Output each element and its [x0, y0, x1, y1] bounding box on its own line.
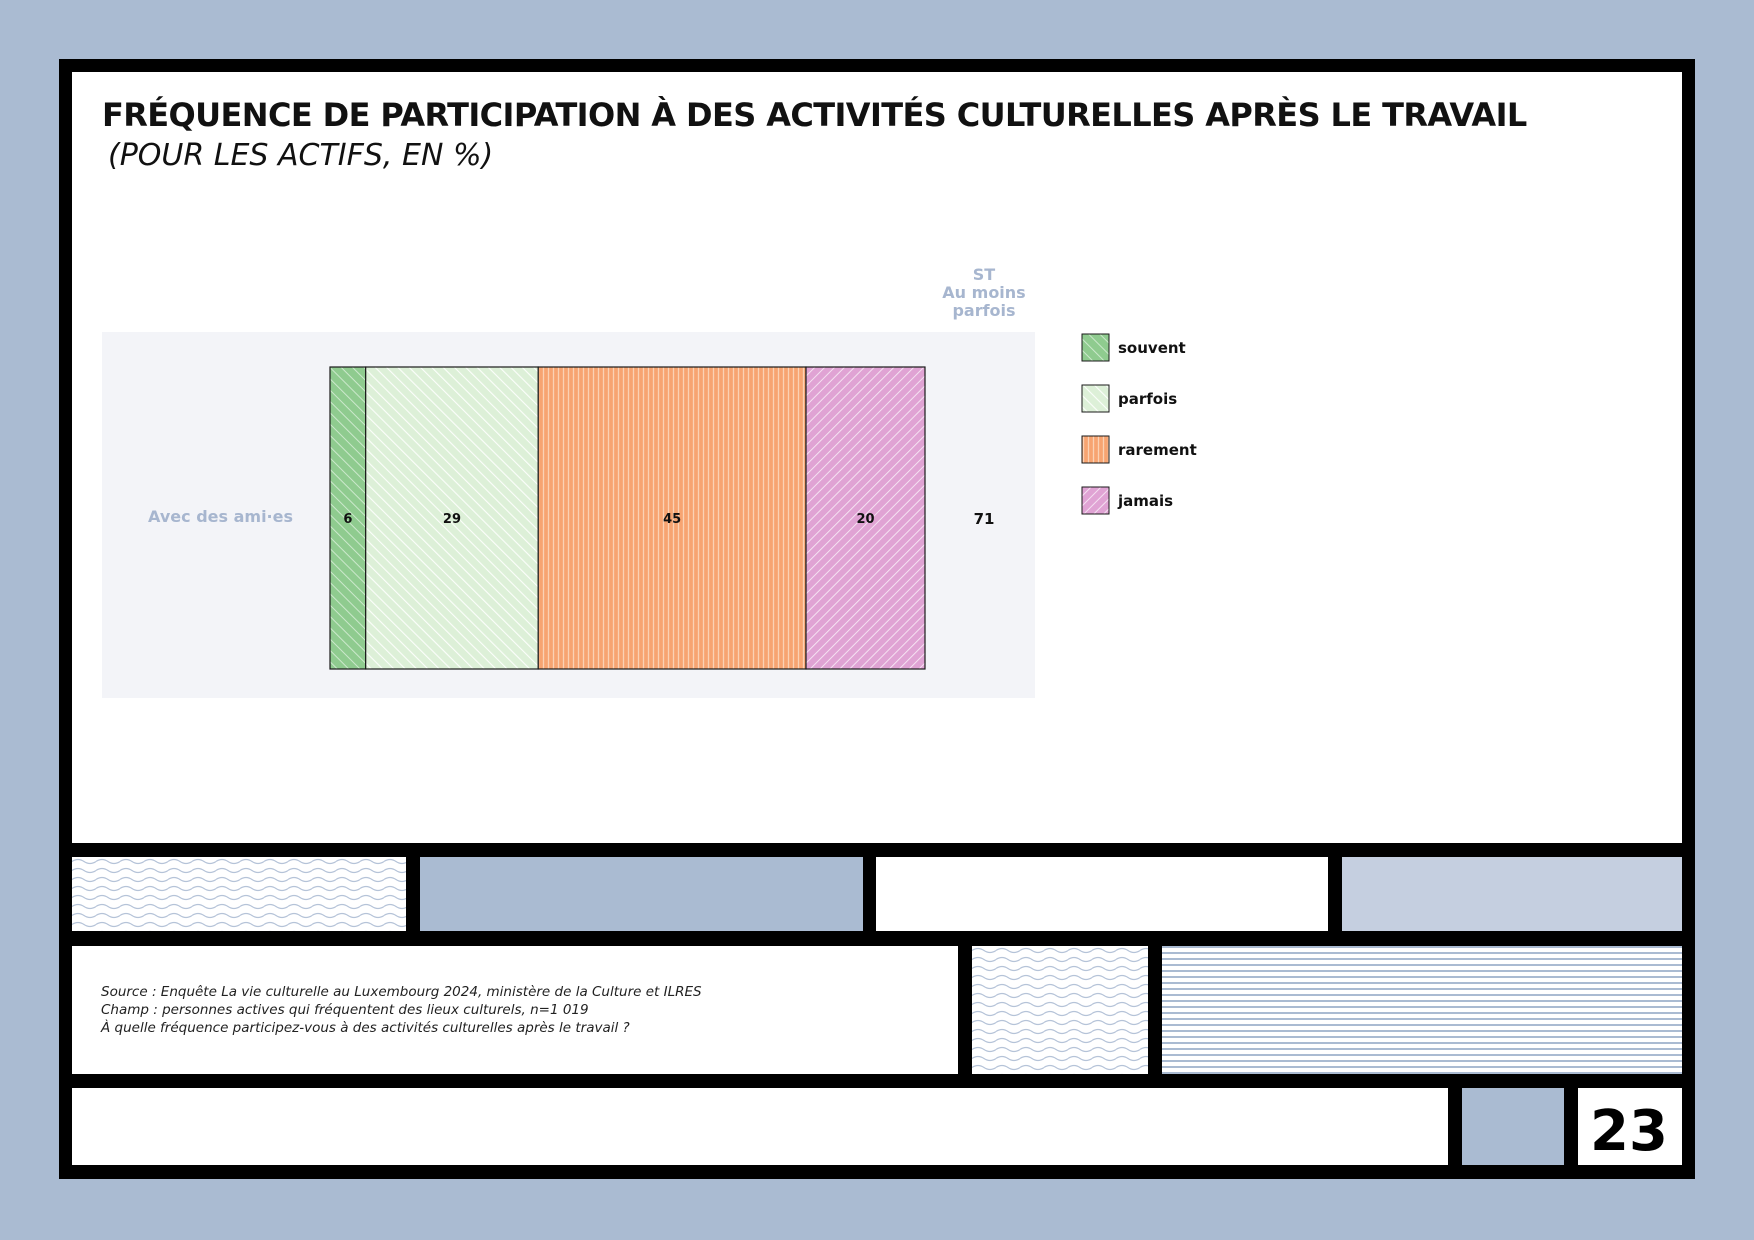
deco-white-1: [876, 857, 1328, 931]
deco-white-2: [72, 1088, 1448, 1165]
champ-note: Champ : personnes actives qui fréquentent des lieux culturels, n=1 019: [101, 1002, 589, 1018]
legend-label-rarement: rarement: [1118, 441, 1197, 459]
legend-swatch-rarement: [1082, 436, 1109, 463]
chart-subtitle: (POUR LES ACTIFS, EN %): [108, 138, 494, 173]
st-header-line-3: parfois: [952, 301, 1016, 320]
st-header-line-1: ST: [972, 265, 996, 284]
legend-label-souvent: souvent: [1118, 339, 1186, 357]
legend-swatch-parfois: [1082, 385, 1109, 412]
page-number: 23: [1590, 1098, 1668, 1164]
source-note: Source : Enquête La vie culturelle au Luxembourg 2024, ministère de la Culture et ILRES: [101, 984, 702, 1000]
deco-blue-2: [1462, 1088, 1564, 1165]
total-value: 71: [973, 510, 995, 528]
deco-blue-1: [420, 857, 863, 931]
deco-pale-1: [1342, 857, 1682, 931]
legend-label-jamais: jamais: [1118, 492, 1174, 510]
deco-stripes: [1162, 946, 1682, 1074]
deco-waves-1: [72, 857, 406, 931]
footer-notes: [101, 983, 702, 1037]
st-header: [942, 265, 1025, 320]
data-label-souvent: 6: [343, 512, 353, 527]
data-label-parfois: 29: [442, 512, 462, 527]
legend-label-parfois: parfois: [1118, 390, 1178, 408]
question-note: À quelle fréquence participez-vous à des activités culturelles après le travail ?: [101, 1020, 630, 1036]
stacked-bar-chart: [100, 240, 1260, 710]
deco-waves-2: [972, 946, 1148, 1074]
data-label-jamais: 20: [856, 512, 875, 527]
legend-swatch-jamais: [1082, 487, 1109, 514]
st-header-line-2: Au moins: [942, 283, 1026, 302]
chart-title: FRÉQUENCE DE PARTICIPATION À DES ACTIVITÉS CULTURELLES APRÈS LE TRAVAIL: [102, 96, 1527, 134]
legend-swatch-souvent: [1082, 334, 1109, 361]
category-label: Avec des ami·es: [148, 507, 293, 526]
data-label-rarement: 45: [663, 512, 682, 527]
